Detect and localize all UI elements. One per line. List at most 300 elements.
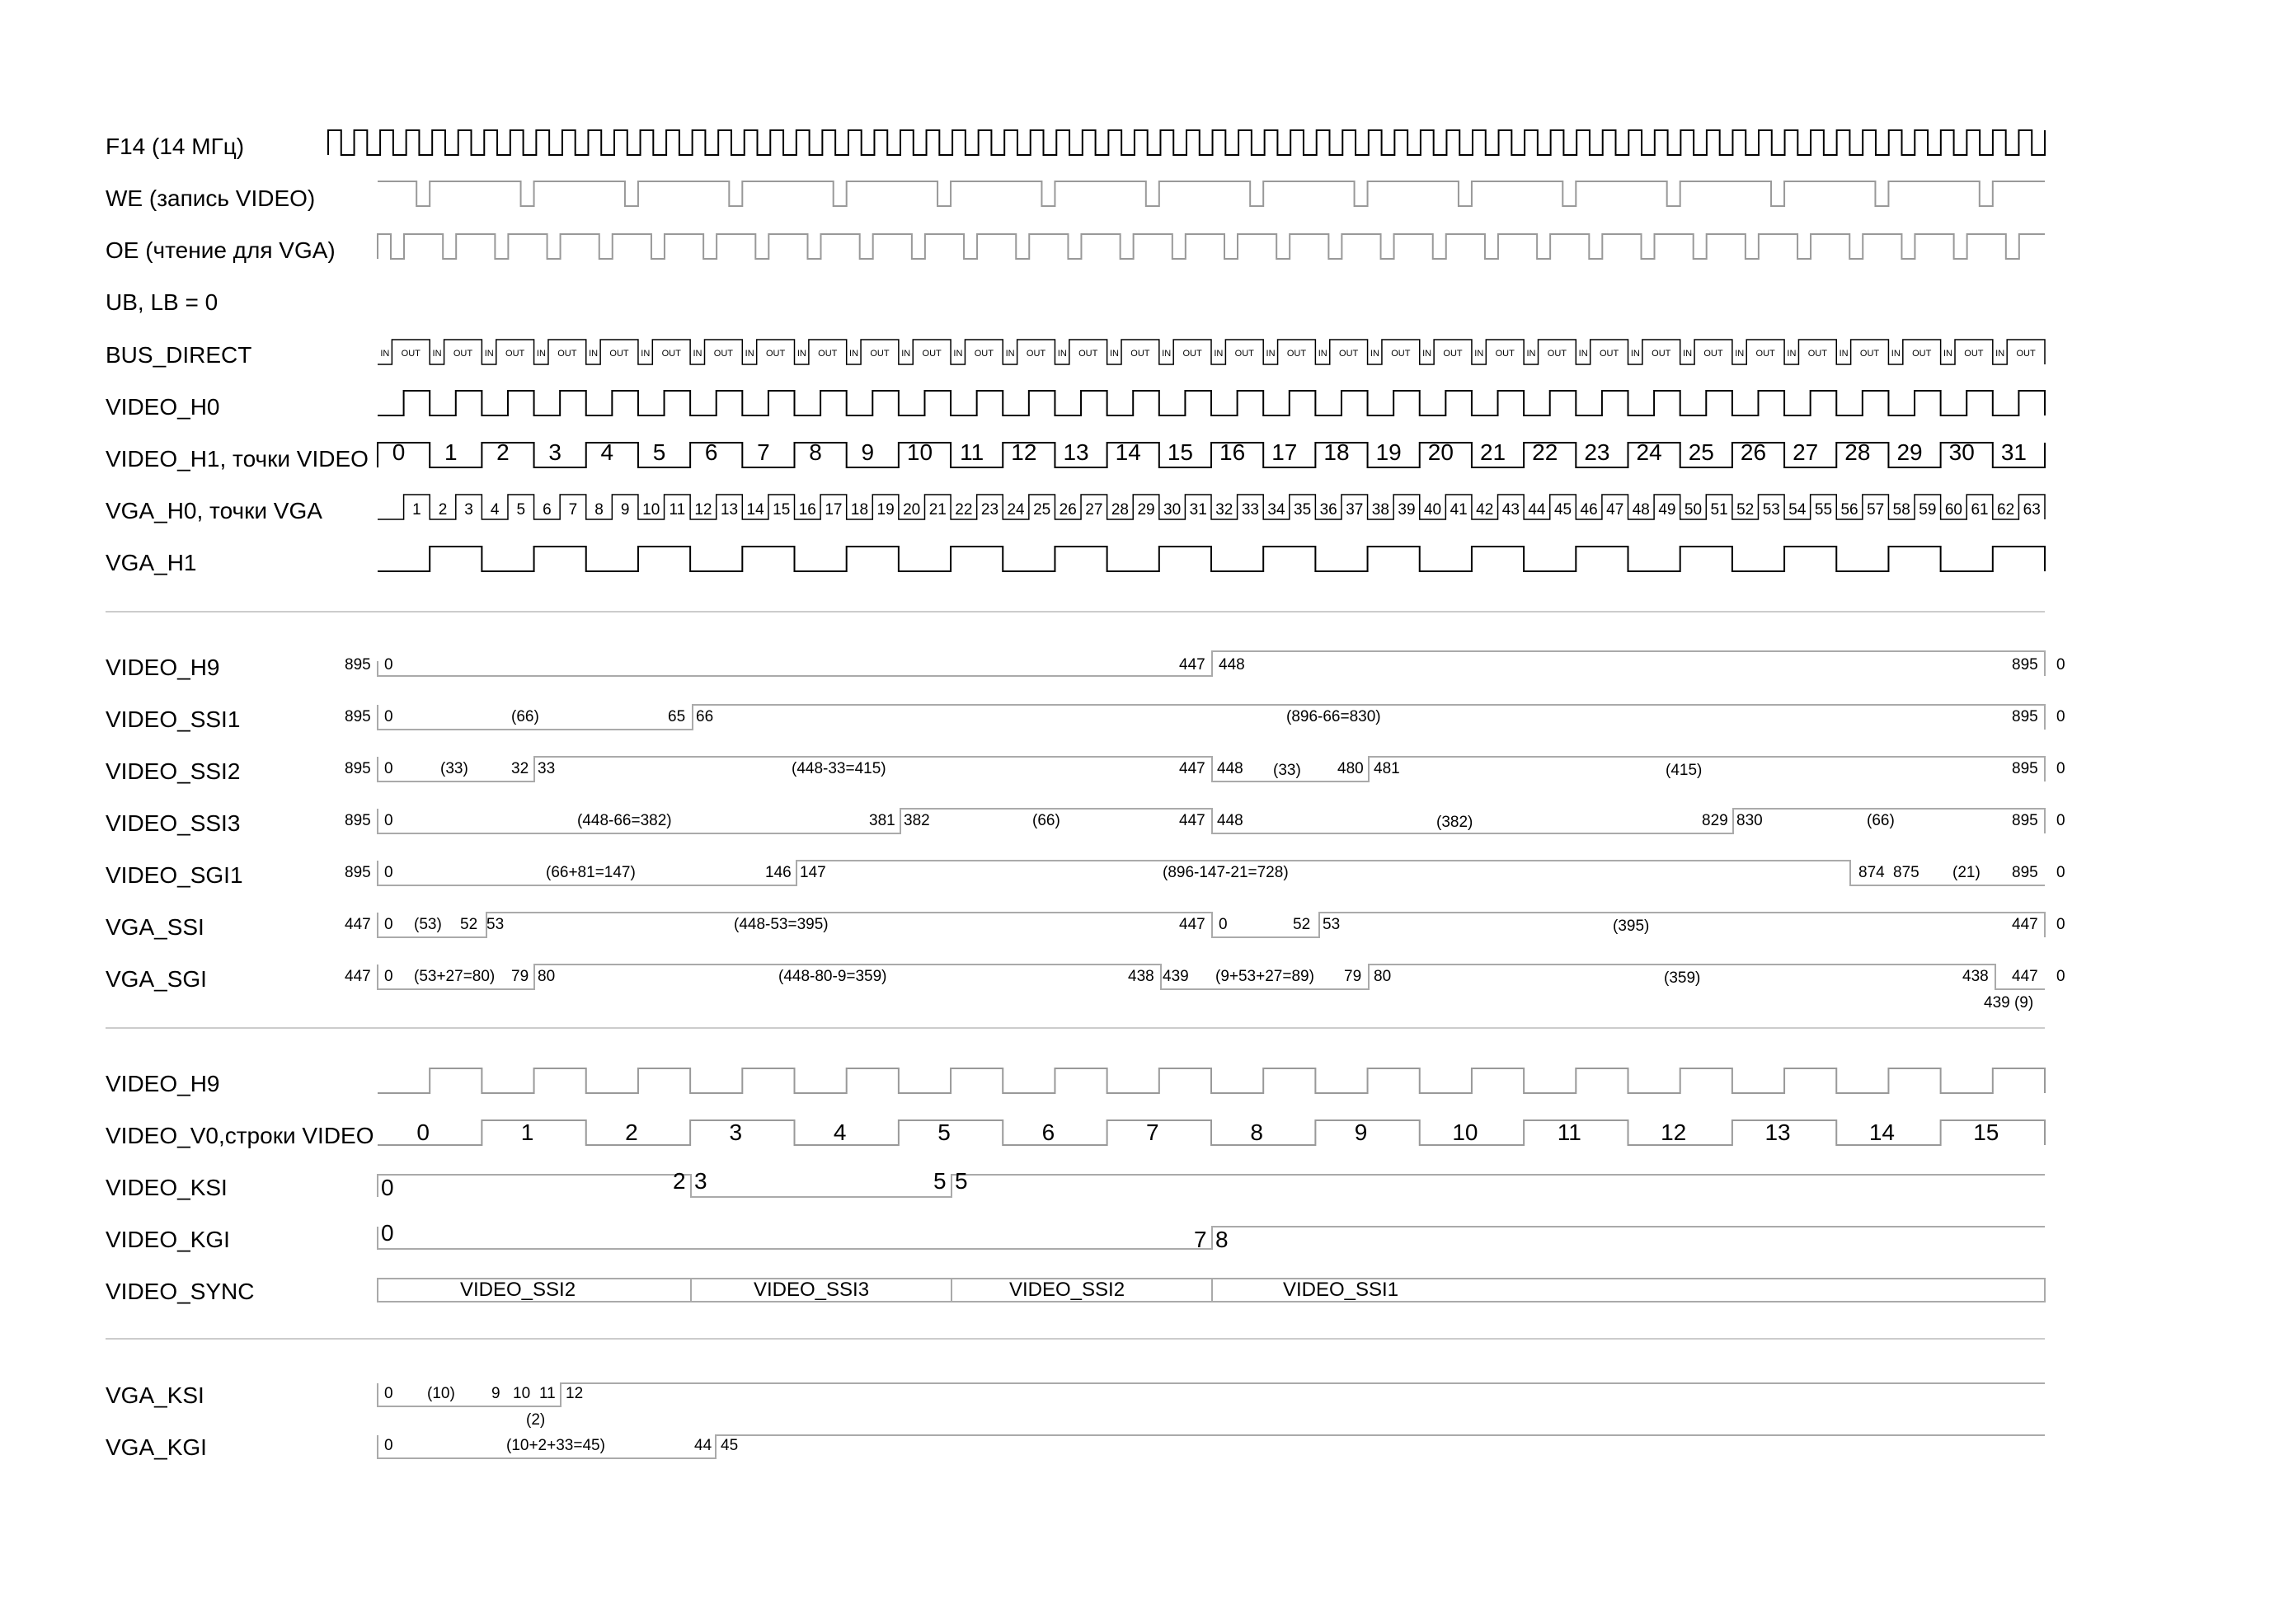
bar-video-ssi2	[378, 757, 2045, 781]
sync-a: VIDEO_SSI2	[460, 1279, 576, 1301]
bar-video-kgi	[378, 1227, 2045, 1249]
bus-in-label: IN	[745, 349, 754, 359]
bus-in-label: IN	[1057, 349, 1067, 359]
bus-in-label: IN	[1162, 349, 1172, 359]
vsgi-d: 80	[538, 968, 556, 985]
sgi1-f: 874	[1858, 864, 1885, 881]
sgi1-a: 0	[384, 864, 393, 881]
bus-out-label: OUT	[557, 349, 577, 359]
label-video-sgi1: VIDEO_SGI1	[106, 862, 243, 888]
label-oe: OE (чтение для VGA)	[106, 237, 336, 263]
ssi3-j: 830	[1736, 812, 1763, 829]
ssi1-pre: 895	[345, 708, 371, 725]
video-point-label: 14	[1115, 439, 1141, 465]
bus-in-label: IN	[1787, 349, 1797, 359]
vga-point-label: 36	[1319, 501, 1337, 519]
waveform-video-h0	[378, 391, 2045, 415]
ssi3-c: 381	[869, 812, 895, 829]
video-point-label: 17	[1271, 439, 1298, 465]
label-vga-ksi: VGA_KSI	[106, 1382, 204, 1408]
vga-point-label: 13	[720, 501, 739, 519]
bus-out-label: OUT	[1859, 349, 1880, 359]
vga-point-label: 15	[773, 501, 791, 519]
ksi-d: 5	[933, 1168, 947, 1194]
bus-in-label: IN	[1891, 349, 1901, 359]
video-point-label: 13	[1063, 439, 1089, 465]
bus-out-label: OUT	[1391, 349, 1411, 359]
video-point-label: 26	[1740, 439, 1767, 465]
bar-vga-kgi	[378, 1435, 2045, 1458]
bar-video-ksi	[378, 1175, 2045, 1197]
ssi3-d: 382	[904, 812, 930, 829]
video-point-label: 25	[1688, 439, 1714, 465]
bus-in-label: IN	[1630, 349, 1640, 359]
video-line-label: 7	[1146, 1119, 1159, 1145]
vksi-c: 9	[491, 1385, 500, 1402]
vksi-d: 10	[513, 1385, 531, 1402]
bus-out-label: OUT	[609, 349, 629, 359]
vssi-e: (448-53=395)	[734, 916, 829, 933]
vsgi-e: (448-80-9=359)	[778, 968, 887, 985]
video-point-label: 30	[1948, 439, 1975, 465]
bus-out-label: OUT	[1182, 349, 1202, 359]
vsgi-m: 447	[2012, 968, 2038, 985]
vksi-e: 11	[539, 1385, 556, 1402]
video-point-label: 10	[906, 439, 933, 465]
label-f14: F14 (14 МГц)	[106, 134, 245, 159]
vga-point-label: 11	[669, 501, 686, 519]
video-point-label: 0	[392, 439, 406, 465]
vssi-b: (53)	[414, 916, 442, 933]
vga-point-label: 27	[1085, 501, 1103, 519]
vga-point-label: 7	[568, 501, 578, 519]
sync-c: VIDEO_SSI2	[1009, 1279, 1125, 1301]
video-point-label: 8	[809, 439, 822, 465]
vsgi-c: 79	[511, 968, 529, 985]
video-point-label: 2	[496, 439, 510, 465]
kgi-b: 7	[1194, 1227, 1207, 1252]
ssi3-h: (382)	[1436, 814, 1473, 831]
vga-point-label: 57	[1867, 501, 1885, 519]
video-point-label: 4	[600, 439, 614, 465]
vga-point-label: 29	[1137, 501, 1155, 519]
vga-point-label: 40	[1423, 501, 1442, 519]
vga-point-label: 60	[1944, 501, 1962, 519]
vsgi-b: (53+27=80)	[414, 968, 496, 985]
ksi-a: 0	[381, 1175, 394, 1200]
vga-point-label: 49	[1658, 501, 1676, 519]
ssi1-c: 65	[668, 708, 686, 725]
vga-point-label: 47	[1606, 501, 1624, 519]
bus-in-label: IN	[536, 349, 546, 359]
ssi1-post: 0	[2056, 708, 2065, 725]
bar-vga-ssi	[378, 913, 2045, 937]
vga-point-label: 39	[1398, 501, 1416, 519]
label-video-h9-b: VIDEO_H9	[106, 1071, 220, 1096]
signal-labels	[106, 134, 374, 1460]
video-line-label: 13	[1764, 1119, 1791, 1145]
vga-point-label: 50	[1684, 501, 1703, 519]
ssi3-post: 0	[2056, 812, 2065, 829]
video-point-label: 27	[1793, 439, 1819, 465]
ssi3-g: 448	[1217, 812, 1243, 829]
vga-point-label: 41	[1450, 501, 1468, 519]
sync-b: VIDEO_SSI3	[754, 1279, 870, 1301]
ssi2-l: 895	[2012, 760, 2038, 777]
vsgi-i: 79	[1344, 968, 1362, 985]
vsgi-a: 0	[384, 968, 393, 985]
kgi-c: 8	[1215, 1227, 1229, 1252]
bus-out-label: OUT	[713, 349, 734, 359]
bus-in-label: IN	[953, 349, 963, 359]
ssi2-a: 0	[384, 760, 393, 777]
video-point-label: 21	[1479, 439, 1506, 465]
bus-out-label: OUT	[1234, 349, 1254, 359]
bus-in-label: IN	[484, 349, 494, 359]
vga-h1-trace	[378, 547, 2045, 571]
vga-point-label: 9	[620, 501, 630, 519]
ssi3-pre: 895	[345, 812, 371, 829]
video-h0-trace	[378, 391, 2045, 415]
label-vga-h0: VGA_H0, точки VGA	[106, 498, 322, 523]
vga-point-label: 46	[1580, 501, 1598, 519]
ssi3-b: (448-66=382)	[577, 812, 672, 829]
vsgi-pre: 447	[345, 968, 371, 985]
video-point-label: 20	[1427, 439, 1454, 465]
video-point-label: 22	[1532, 439, 1558, 465]
video-point-label: 12	[1011, 439, 1037, 465]
vga-point-label: 31	[1189, 501, 1207, 519]
vsgi-k: (359)	[1664, 969, 1701, 987]
vssi-a: 0	[384, 916, 393, 933]
bus-out-label: OUT	[401, 349, 421, 359]
vga-point-label: 42	[1476, 501, 1494, 519]
video-h9-b-trace	[378, 1068, 2045, 1093]
waveform-oe	[378, 234, 2045, 259]
video-point-label: 1	[444, 439, 458, 465]
vga-point-label: 26	[1059, 501, 1077, 519]
sgi1-e: (896-147-21=728)	[1163, 864, 1289, 881]
bus-in-label: IN	[1005, 349, 1015, 359]
label-vga-kgi: VGA_KGI	[106, 1434, 207, 1460]
vsgi-l: 438	[1962, 968, 1989, 985]
sgi1-c: 146	[765, 864, 792, 881]
vga-point-label: 23	[980, 501, 999, 519]
vsgi-f: 438	[1128, 968, 1154, 985]
vkgi-c: 44	[694, 1437, 712, 1454]
bus-out-label: OUT	[505, 349, 525, 359]
h9-c: 448	[1219, 656, 1245, 674]
label-video-ssi3: VIDEO_SSI3	[106, 810, 241, 836]
video-point-label: 15	[1167, 439, 1193, 465]
bus-in-label: IN	[1735, 349, 1745, 359]
label-we: WE (запись VIDEO)	[106, 185, 316, 211]
vga-point-label: 17	[825, 501, 843, 519]
ssi3-l: 895	[2012, 812, 2038, 829]
bus-out-label: OUT	[2016, 349, 2036, 359]
video-point-label: 6	[704, 439, 718, 465]
ssi2-b: (33)	[440, 760, 468, 777]
vssi-j: (395)	[1613, 918, 1650, 935]
waveform-we	[378, 181, 2045, 206]
h9-pre: 895	[345, 656, 371, 674]
vga-point-label: 22	[955, 501, 973, 519]
bus-out-label: OUT	[453, 349, 473, 359]
vga-point-label: 28	[1111, 501, 1129, 519]
ssi2-pre: 895	[345, 760, 371, 777]
ssi1-f: 895	[2012, 708, 2038, 725]
video-line-label: 14	[1868, 1119, 1896, 1145]
video-point-label: 31	[2000, 439, 2027, 465]
ssi3-k: (66)	[1867, 812, 1895, 829]
video-line-label: 12	[1661, 1119, 1687, 1145]
ssi2-g: 448	[1217, 760, 1243, 777]
video-point-label: 19	[1375, 439, 1402, 465]
counter-bars	[378, 651, 2045, 1458]
video-point-label: 5	[652, 439, 666, 465]
label-vga-sgi: VGA_SGI	[106, 966, 207, 992]
ssi1-b: (66)	[511, 708, 539, 725]
video-point-label: 11	[960, 439, 984, 465]
video-line-label: 0	[416, 1119, 430, 1145]
ssi2-e: (448-33=415)	[792, 760, 886, 777]
video-line-label: 10	[1452, 1119, 1478, 1145]
bus-in-label: IN	[380, 349, 390, 359]
vsgi-g: 439	[1163, 968, 1189, 985]
vsgi-h: (9+53+27=89)	[1215, 968, 1314, 985]
vga-point-label: 4	[490, 501, 500, 519]
ksi-b: 2	[673, 1168, 686, 1194]
vkgi-b: (10+2+33=45)	[506, 1437, 605, 1454]
video-line-label: 3	[729, 1119, 743, 1145]
bar-video-ssi1	[378, 705, 2045, 730]
vga-point-label: 6	[543, 501, 552, 519]
bus-in-label: IN	[1839, 349, 1849, 359]
ssi1-e: (896-66=830)	[1286, 708, 1381, 725]
video-point-label: 23	[1584, 439, 1610, 465]
vssi-g: 0	[1219, 916, 1228, 933]
vga-point-label: 35	[1294, 501, 1312, 519]
sgi1-post: 0	[2056, 864, 2065, 881]
vga-point-label: 32	[1215, 501, 1233, 519]
ssi2-d: 33	[538, 760, 556, 777]
vssi-h: 52	[1293, 916, 1311, 933]
bus-out-label: OUT	[818, 349, 838, 359]
vsgi-post: 0	[2056, 968, 2065, 985]
ssi2-j: 481	[1374, 760, 1400, 777]
we-trace	[378, 181, 2045, 206]
vga-point-label: 58	[1892, 501, 1910, 519]
bus-out-label: OUT	[1286, 349, 1307, 359]
vssi-d: 53	[486, 916, 505, 933]
vsgi-j: 80	[1374, 968, 1392, 985]
video-line-label: 2	[625, 1119, 638, 1145]
bus-in-label: IN	[1318, 349, 1327, 359]
bar-vga-ksi	[378, 1383, 2045, 1406]
ksi-c: 3	[694, 1168, 707, 1194]
h9-a: 0	[384, 656, 393, 674]
bus-out-label: OUT	[765, 349, 786, 359]
vga-point-label: 44	[1528, 501, 1546, 519]
video-line-label: 5	[937, 1119, 951, 1145]
vsgi-n: 439 (9)	[1984, 994, 2034, 1011]
bus-in-label: IN	[901, 349, 911, 359]
bus-in-label: IN	[1943, 349, 1952, 359]
label-video-h9: VIDEO_H9	[106, 655, 220, 680]
vga-point-label: 10	[642, 501, 660, 519]
vksi-g: (2)	[526, 1411, 546, 1429]
label-video-ssi1: VIDEO_SSI1	[106, 706, 241, 732]
vga-point-label: 21	[928, 501, 947, 519]
vksi-b: (10)	[427, 1385, 455, 1402]
vga-point-label: 24	[1007, 501, 1025, 519]
ssi3-i: 829	[1702, 812, 1728, 829]
bus-out-label: OUT	[1599, 349, 1619, 359]
ssi2-k: (415)	[1666, 762, 1703, 779]
sgi1-b: (66+81=147)	[546, 864, 636, 881]
bus-out-label: OUT	[1130, 349, 1150, 359]
label-vga-ssi: VGA_SSI	[106, 914, 204, 940]
vga-point-label: 2	[438, 501, 448, 519]
bus-out-label: OUT	[1443, 349, 1463, 359]
ssi2-f: 447	[1179, 760, 1205, 777]
bus-in-label: IN	[589, 349, 599, 359]
h9-b: 447	[1179, 656, 1205, 674]
sync-d: VIDEO_SSI1	[1283, 1279, 1399, 1301]
bus-in-label: IN	[1995, 349, 2005, 359]
vga-point-label: 30	[1163, 501, 1182, 519]
h9-d: 895	[2012, 656, 2038, 674]
bus-out-label: OUT	[1703, 349, 1723, 359]
vkgi-d: 45	[721, 1437, 739, 1454]
vga-point-label: 55	[1814, 501, 1833, 519]
label-video-h0: VIDEO_H0	[106, 394, 220, 420]
vga-point-label: 62	[1997, 501, 2015, 519]
label-video-ssi2: VIDEO_SSI2	[106, 758, 241, 784]
label-bus-direct: BUS_DIRECT	[106, 342, 252, 368]
waveform-f14	[328, 130, 2045, 155]
vga-point-label: 19	[876, 501, 895, 519]
video-point-label: 29	[1896, 439, 1923, 465]
vga-point-label: 59	[1919, 501, 1937, 519]
vssi-pre: 447	[345, 916, 371, 933]
vga-point-label: 37	[1346, 501, 1364, 519]
vkgi-a: 0	[384, 1437, 393, 1454]
section-separators	[106, 612, 2045, 1339]
vga-point-label: 25	[1033, 501, 1051, 519]
vga-point-label: 43	[1501, 501, 1520, 519]
vga-point-label: 20	[903, 501, 921, 519]
vga-point-label: 5	[516, 501, 526, 519]
bus-in-label: IN	[641, 349, 651, 359]
vga-point-label: 54	[1788, 501, 1807, 519]
bus-out-label: OUT	[974, 349, 994, 359]
video-point-label: 24	[1636, 439, 1662, 465]
sgi1-i: 895	[2012, 864, 2038, 881]
bus-out-label: OUT	[1964, 349, 1984, 359]
vga-point-label: 56	[1840, 501, 1858, 519]
vga-point-label: 12	[694, 501, 712, 519]
ssi2-post: 0	[2056, 760, 2065, 777]
video-line-label: 1	[520, 1119, 534, 1145]
vga-point-label: 18	[850, 501, 869, 519]
f14-clock-trace	[328, 130, 2045, 155]
video-line-label: 9	[1354, 1119, 1368, 1145]
bus-out-label: OUT	[1495, 349, 1515, 359]
video-point-label: 3	[548, 439, 562, 465]
label-video-ksi: VIDEO_KSI	[106, 1175, 228, 1200]
ssi1-a: 0	[384, 708, 393, 725]
ksi-e: 5	[955, 1168, 968, 1194]
bus-out-label: OUT	[1026, 349, 1046, 359]
bus-out-label: OUT	[1912, 349, 1932, 359]
video-line-label: 15	[1973, 1119, 1999, 1145]
bus-in-label: IN	[849, 349, 859, 359]
bus-in-label: IN	[1474, 349, 1484, 359]
kgi-a: 0	[381, 1220, 394, 1246]
bus-in-label: IN	[1422, 349, 1432, 359]
bus-out-label: OUT	[922, 349, 942, 359]
h9-post: 0	[2056, 656, 2065, 674]
video-point-label: 9	[861, 439, 875, 465]
sgi1-h: (21)	[1952, 864, 1981, 881]
vga-point-label: 53	[1762, 501, 1780, 519]
vga-point-label: 1	[412, 501, 421, 519]
ssi3-a: 0	[384, 812, 393, 829]
vssi-post: 0	[2056, 916, 2065, 933]
sgi1-g: 875	[1893, 864, 1919, 881]
vga-point-label: 38	[1371, 501, 1389, 519]
vksi-f: 12	[566, 1385, 584, 1402]
bus-out-label: OUT	[870, 349, 890, 359]
vksi-a: 0	[384, 1385, 393, 1402]
bus-in-label: IN	[1526, 349, 1536, 359]
video-point-label: 16	[1219, 439, 1246, 465]
label-vga-h1: VGA_H1	[106, 550, 197, 575]
bus-in-label: IN	[1370, 349, 1379, 359]
counter-annotations	[345, 656, 2065, 1454]
video-line-label: 6	[1041, 1119, 1055, 1145]
vssi-k: 447	[2012, 916, 2038, 933]
oe-trace	[378, 234, 2045, 259]
waveform-vga-h1	[378, 547, 2045, 571]
ssi3-f: 447	[1179, 812, 1205, 829]
ssi2-h: (33)	[1273, 762, 1301, 779]
bus-out-label: OUT	[1807, 349, 1827, 359]
vga-point-label: 45	[1553, 501, 1572, 519]
video-line-label: 4	[833, 1119, 847, 1145]
vssi-c: 52	[460, 916, 478, 933]
sgi1-pre: 895	[345, 864, 371, 881]
bus-out-label: OUT	[1755, 349, 1775, 359]
label-video-h1: VIDEO_H1, точки VIDEO	[106, 446, 369, 472]
label-ublb: UB, LB = 0	[106, 289, 218, 315]
ssi2-c: 32	[511, 760, 529, 777]
bus-out-label: OUT	[661, 349, 681, 359]
bus-in-label: IN	[1578, 349, 1588, 359]
ssi2-i: 480	[1337, 760, 1364, 777]
bus-in-label: IN	[693, 349, 702, 359]
sgi1-d: 147	[800, 864, 826, 881]
ssi3-e: (66)	[1032, 812, 1060, 829]
video-point-label: 18	[1323, 439, 1350, 465]
vga-point-label: 16	[798, 501, 816, 519]
vssi-i: 53	[1323, 916, 1341, 933]
bus-out-label: OUT	[1547, 349, 1567, 359]
bus-out-label: OUT	[1078, 349, 1098, 359]
bus-out-label: OUT	[1339, 349, 1359, 359]
video-point-label: 7	[757, 439, 770, 465]
